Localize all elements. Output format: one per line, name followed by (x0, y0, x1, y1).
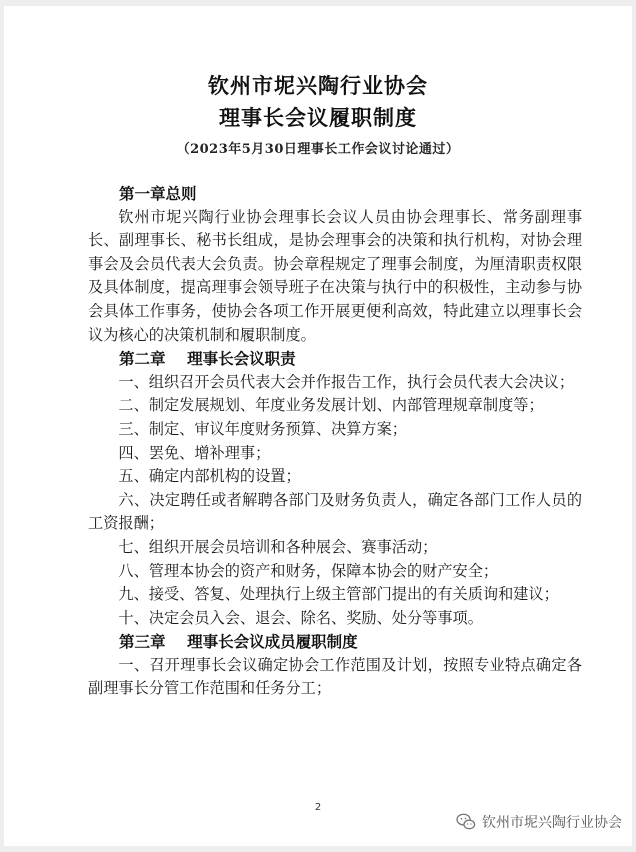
document-title-line1: 钦州市坭兴陶行业协会 (208, 73, 428, 98)
chapter2-item: 二、制定发展规划、年度业务发展计划、内部管理规章制度等； (118, 396, 544, 415)
chapter1-paragraph: 钦州市坭兴陶行业协会理事长会议人员由协会理事长、常务副理事长、副理事长、秘书长组成，是协会理事会的决策和执行机构，对协会理事会及会员代表大会负责。协会章程规定了理事会制度，为厘清职责权限及具体制度，提高理事会领导班子在决策与执行中的积极性，主动参与协会具体工作事务，使协会各项工作开展更便利高效，特此建立以理事长会议为核心的决策机制和履职制度。 (88, 207, 582, 344)
document-body (88, 182, 582, 701)
watermark (456, 812, 622, 832)
wechat-icon (456, 813, 476, 831)
chapter2-item: 六、决定聘任或者解聘各部门及财务负责人，确定各部门工作人员的工资报酬； (88, 490, 582, 533)
chapter2-heading: 第二章 理事长会议职责 (119, 349, 296, 369)
document-subtitle: （2023年5月30日理事长工作会议讨论通过） (176, 142, 460, 157)
watermark-text: 钦州市坭兴陶行业协会 (482, 815, 622, 831)
chapter2-item: 一、组织召开会员代表大会并作报告工作，执行会员代表大会决议； (118, 372, 575, 391)
chapter2-item: 九、接受、答复、处理执行上级主管部门提出的有关质询和建议； (118, 585, 559, 604)
document-title-line2: 理事长会议履职制度 (219, 105, 417, 130)
page-number: 2 (314, 802, 322, 813)
chapter2-item: 五、确定内部机构的设置； (118, 467, 301, 486)
chapter2-item: 三、制定、审议年度财务预算、决算方案； (118, 419, 407, 438)
chapter2-item: 八、管理本协会的资产和财务，保障本协会的财产安全； (118, 561, 499, 580)
chapter2-item: 七、组织开展会员培训和各种展会、赛事活动； (118, 537, 438, 556)
chapter2-item: 十、决定会员入会、退会、除名、奖励、处分等事项。 (118, 608, 483, 627)
document-page (4, 6, 632, 846)
chapter2-item: 四、罢免、增补理事； (118, 443, 271, 462)
chapter3-heading: 第三章 理事长会议成员履职制度 (119, 632, 358, 652)
chapter1-heading: 第一章总则 (119, 184, 197, 203)
chapter3-item: 一、召开理事长会议确定协会工作范围及计划，按照专业特点确定各副理事长分管工作范围和任务分工； (88, 655, 582, 698)
